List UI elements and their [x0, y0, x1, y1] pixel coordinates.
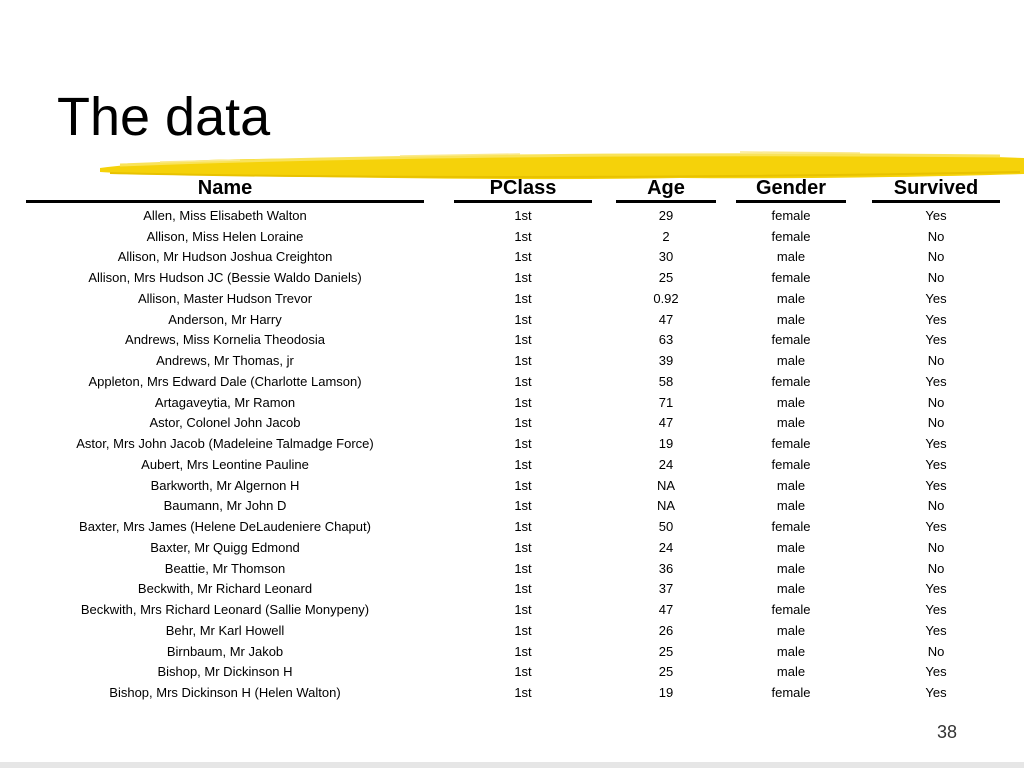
table-row — [26, 288, 1000, 309]
cell-pclass: 1st — [514, 415, 532, 431]
cell-name: Beattie, Mr Thomson — [164, 560, 286, 576]
column-header-pclass: PClass — [454, 172, 592, 203]
cell-survived: Yes — [925, 207, 947, 223]
table-row — [26, 620, 1000, 641]
cell-gender: male — [776, 539, 806, 555]
cell-gender: male — [776, 415, 806, 431]
cell-gender: male — [776, 290, 806, 306]
cell-survived: No — [927, 394, 945, 410]
cell-gender: female — [771, 332, 811, 348]
cell-gender: male — [776, 643, 806, 659]
cell-pclass: 1st — [514, 685, 532, 701]
slide-title: The data — [57, 87, 271, 147]
cell-pclass: 1st — [514, 539, 532, 555]
cell-survived: Yes — [925, 685, 947, 701]
column-header-name: Name — [26, 172, 424, 203]
cell-pclass: 1st — [514, 622, 532, 638]
table-row — [26, 579, 1000, 600]
cell-name: Bishop, Mrs Dickinson H (Helen Walton) — [109, 685, 341, 701]
cell-survived: Yes — [925, 373, 947, 389]
table-row — [26, 350, 1000, 371]
table-row — [26, 558, 1000, 579]
cell-survived: Yes — [925, 519, 947, 535]
cell-pclass: 1st — [514, 228, 532, 244]
cell-age: 25 — [658, 664, 674, 680]
cell-age: 39 — [658, 353, 674, 369]
cell-age: 36 — [658, 560, 674, 576]
cell-pclass: 1st — [514, 207, 532, 223]
cell-age: 25 — [658, 643, 674, 659]
table-row — [26, 203, 1000, 226]
cell-name: Bishop, Mr Dickinson H — [157, 664, 293, 680]
cell-gender: male — [776, 249, 806, 265]
cell-gender: male — [776, 311, 806, 327]
cell-name: Andrews, Mr Thomas, jr — [156, 353, 294, 369]
table-row — [26, 247, 1000, 268]
table-row — [26, 267, 1000, 288]
cell-name: Allison, Mrs Hudson JC (Bessie Waldo Daniels) — [88, 270, 362, 286]
cell-survived: No — [927, 539, 945, 555]
cell-age: 71 — [658, 394, 674, 410]
cell-age: NA — [656, 498, 676, 514]
cell-age: NA — [656, 477, 676, 493]
cell-pclass: 1st — [514, 290, 532, 306]
cell-survived: Yes — [925, 622, 947, 638]
cell-age: 58 — [658, 373, 674, 389]
cell-survived: Yes — [925, 436, 947, 452]
cell-gender: male — [776, 560, 806, 576]
cell-survived: Yes — [925, 332, 947, 348]
cell-survived: Yes — [925, 581, 947, 597]
cell-name: Appleton, Mrs Edward Dale (Charlotte Lamson) — [88, 373, 362, 389]
cell-survived: Yes — [925, 311, 947, 327]
bottom-bar — [0, 762, 1024, 768]
table-row — [26, 330, 1000, 351]
cell-gender: male — [776, 477, 806, 493]
cell-name: Birnbaum, Mr Jakob — [166, 643, 284, 659]
cell-survived: No — [927, 353, 945, 369]
table-row — [26, 496, 1000, 517]
cell-gender: female — [771, 685, 811, 701]
table-row — [26, 309, 1000, 330]
column-header-gender: Gender — [736, 172, 846, 203]
cell-gender: female — [771, 519, 811, 535]
cell-pclass: 1st — [514, 373, 532, 389]
cell-age: 47 — [658, 311, 674, 327]
cell-pclass: 1st — [514, 664, 532, 680]
cell-age: 24 — [658, 456, 674, 472]
cell-name: Anderson, Mr Harry — [168, 311, 282, 327]
cell-name: Barkworth, Mr Algernon H — [150, 477, 300, 493]
table-row — [26, 599, 1000, 620]
cell-name: Allen, Miss Elisabeth Walton — [143, 207, 307, 223]
cell-name: Beckwith, Mrs Richard Leonard (Sallie Monypeny) — [80, 602, 370, 618]
cell-survived: No — [927, 415, 945, 431]
cell-gender: female — [771, 207, 811, 223]
table-row — [26, 641, 1000, 662]
cell-name: Andrews, Miss Kornelia Theodosia — [125, 332, 325, 348]
cell-gender: female — [771, 373, 811, 389]
table-row — [26, 516, 1000, 537]
cell-pclass: 1st — [514, 643, 532, 659]
table-row — [26, 454, 1000, 475]
cell-age: 24 — [658, 539, 674, 555]
cell-gender: male — [776, 353, 806, 369]
cell-age: 37 — [658, 581, 674, 597]
cell-pclass: 1st — [514, 332, 532, 348]
cell-name: Allison, Miss Helen Loraine — [146, 228, 304, 244]
cell-survived: No — [927, 249, 945, 265]
cell-age: 63 — [658, 332, 674, 348]
table-row — [26, 371, 1000, 392]
cell-pclass: 1st — [514, 456, 532, 472]
cell-survived: Yes — [925, 602, 947, 618]
cell-gender: female — [771, 436, 811, 452]
cell-pclass: 1st — [514, 394, 532, 410]
cell-pclass: 1st — [514, 436, 532, 452]
column-header-survived: Survived — [872, 172, 1000, 203]
cell-pclass: 1st — [514, 560, 532, 576]
table-row — [26, 413, 1000, 434]
cell-gender: female — [771, 602, 811, 618]
cell-age: 29 — [658, 207, 674, 223]
cell-gender: male — [776, 664, 806, 680]
cell-survived: Yes — [925, 477, 947, 493]
cell-name: Baumann, Mr John D — [163, 498, 287, 514]
cell-gender: male — [776, 394, 806, 410]
cell-survived: No — [927, 643, 945, 659]
cell-age: 19 — [658, 685, 674, 701]
cell-gender: male — [776, 581, 806, 597]
table-row — [26, 392, 1000, 413]
cell-name: Artagaveytia, Mr Ramon — [154, 394, 296, 410]
cell-age: 47 — [658, 415, 674, 431]
cell-name: Allison, Master Hudson Trevor — [137, 290, 313, 306]
cell-gender: male — [776, 622, 806, 638]
cell-age: 0.92 — [653, 290, 679, 306]
table-row — [26, 682, 1000, 703]
titanic-data-table — [26, 172, 1000, 703]
table-row — [26, 433, 1000, 454]
table-row — [26, 537, 1000, 558]
cell-age: 2 — [662, 228, 670, 244]
cell-age: 47 — [658, 602, 674, 618]
cell-survived: Yes — [925, 664, 947, 680]
page-number: 38 — [936, 722, 957, 742]
cell-survived: Yes — [925, 290, 947, 306]
cell-age: 25 — [658, 270, 674, 286]
cell-pclass: 1st — [514, 270, 532, 286]
cell-age: 26 — [658, 622, 674, 638]
cell-survived: No — [927, 560, 945, 576]
cell-survived: Yes — [925, 456, 947, 472]
cell-gender: female — [771, 228, 811, 244]
cell-name: Behr, Mr Karl Howell — [165, 622, 285, 638]
cell-pclass: 1st — [514, 477, 532, 493]
cell-gender: male — [776, 498, 806, 514]
column-header-age: Age — [616, 172, 716, 203]
cell-gender: female — [771, 456, 811, 472]
cell-name: Astor, Colonel John Jacob — [149, 415, 301, 431]
table-row — [26, 662, 1000, 683]
cell-age: 30 — [658, 249, 674, 265]
cell-pclass: 1st — [514, 602, 532, 618]
cell-age: 50 — [658, 519, 674, 535]
cell-name: Baxter, Mr Quigg Edmond — [150, 539, 300, 555]
table-row — [26, 226, 1000, 247]
cell-survived: No — [927, 228, 945, 244]
cell-name: Baxter, Mrs James (Helene DeLaudeniere Chaput) — [79, 519, 371, 535]
cell-pclass: 1st — [514, 519, 532, 535]
cell-survived: No — [927, 498, 945, 514]
cell-gender: female — [771, 270, 811, 286]
cell-survived: No — [927, 270, 945, 286]
cell-pclass: 1st — [514, 353, 532, 369]
cell-age: 19 — [658, 436, 674, 452]
cell-name: Astor, Mrs John Jacob (Madeleine Talmadge Force) — [76, 436, 374, 452]
cell-pclass: 1st — [514, 498, 532, 514]
cell-name: Allison, Mr Hudson Joshua Creighton — [117, 249, 333, 265]
table-row — [26, 475, 1000, 496]
cell-pclass: 1st — [514, 249, 532, 265]
cell-pclass: 1st — [514, 311, 532, 327]
table-body — [26, 203, 1000, 703]
header-row — [26, 172, 1000, 203]
cell-pclass: 1st — [514, 581, 532, 597]
cell-name: Aubert, Mrs Leontine Pauline — [141, 456, 309, 472]
cell-name: Beckwith, Mr Richard Leonard — [137, 581, 313, 597]
